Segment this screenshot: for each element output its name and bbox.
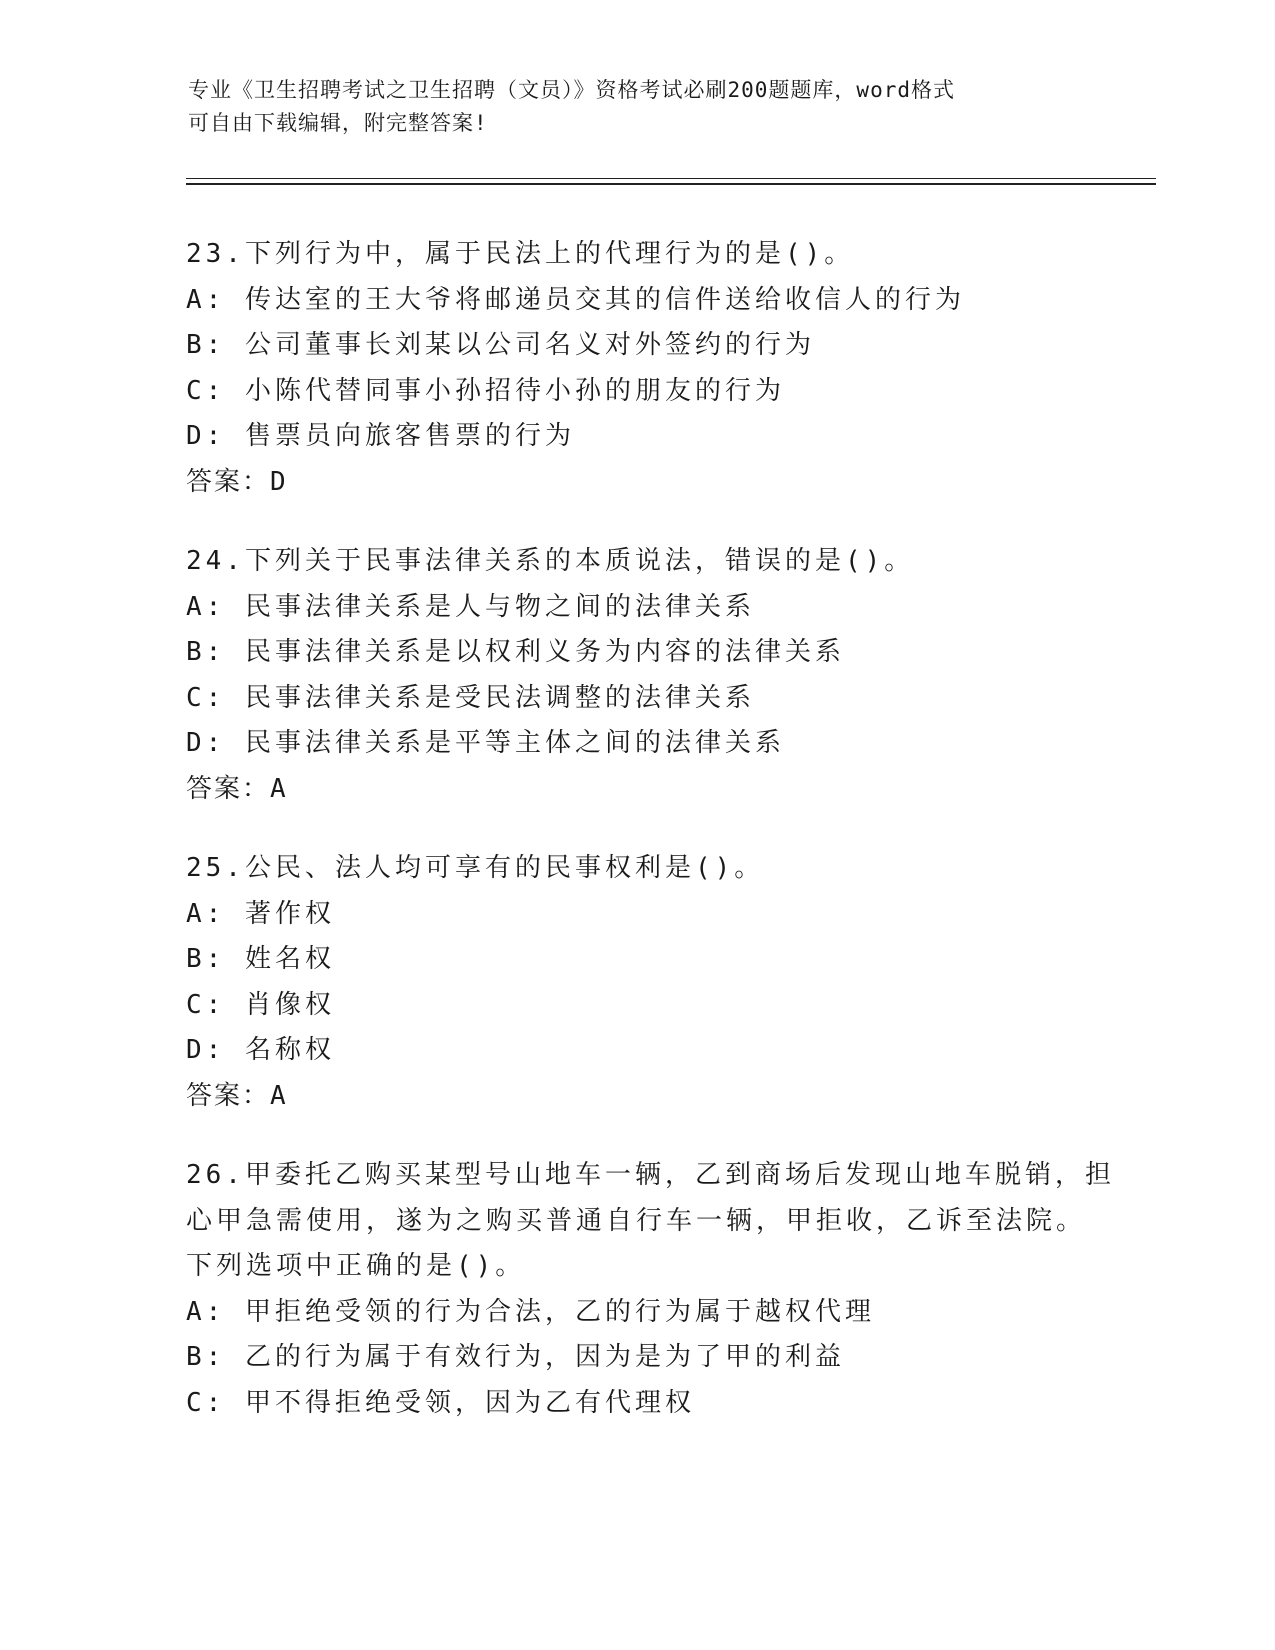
header-divider-thick <box>186 183 1156 185</box>
header-title-line-2: 可自由下载编辑，附完整答案! <box>188 111 488 135</box>
option-c: C: 甲不得拒绝受领，因为乙有代理权 <box>186 1387 695 1418</box>
header-title-line-1: 专业《卫生招聘考试之卫生招聘（文员）》资格考试必刷200题题库，word格式 <box>188 78 955 102</box>
answer-value: A <box>270 773 288 804</box>
question-list <box>186 232 1115 1460</box>
question-23 <box>186 232 1086 505</box>
answer-line <box>186 1074 1086 1120</box>
option-d: D: 民事法律关系是平等主体之间的法律关系 <box>186 728 785 758</box>
question-stem: 23.下列行为中，属于民法上的代理行为的是()。 <box>186 239 855 269</box>
question-26 <box>186 1153 1115 1426</box>
option-b: B: 乙的行为属于有效行为，因为是为了甲的利益 <box>186 1342 845 1372</box>
question-stem: 24.下列关于民事法律关系的本质说法，错误的是()。 <box>186 546 915 576</box>
answer-value: D <box>270 466 288 497</box>
answer-line <box>186 767 1086 813</box>
option-b: B: 姓名权 <box>186 944 335 974</box>
answer-line <box>186 460 1086 506</box>
option-c: C: 小陈代替同事小孙招待小孙的朋友的行为 <box>186 375 785 406</box>
option-c: C: 肖像权 <box>186 989 335 1020</box>
option-a: A: 民事法律关系是人与物之间的法律关系 <box>186 591 755 622</box>
option-a: A: 著作权 <box>186 898 335 929</box>
question-stem-line-1: 26.甲委托乙购买某型号山地车一辆，乙到商场后发现山地车脱销，担 <box>186 1160 1115 1190</box>
answer-label: 答案： <box>186 1080 271 1111</box>
option-b: B: 公司董事长刘某以公司名义对外签约的行为 <box>186 330 815 360</box>
question-stem-line-2: 心甲急需使用，遂为之购买普通自行车一辆，甲拒收，乙诉至法院。 <box>186 1205 1087 1236</box>
question-stem-line-3: 下列选项中正确的是()。 <box>186 1251 526 1281</box>
option-b: B: 民事法律关系是以权利义务为内容的法律关系 <box>186 637 845 667</box>
question-25 <box>186 846 1086 1119</box>
option-d: D: 名称权 <box>186 1035 335 1065</box>
question-stem: 25.公民、法人均可享有的民事权利是()。 <box>186 853 765 883</box>
answer-label: 答案： <box>186 466 271 497</box>
option-a: A: 传达室的王大爷将邮递员交其的信件送给收信人的行为 <box>186 284 965 315</box>
header-divider-thin <box>186 178 1156 179</box>
answer-label: 答案： <box>186 773 271 804</box>
question-24 <box>186 539 1086 812</box>
option-a: A: 甲拒绝受领的行为合法，乙的行为属于越权代理 <box>186 1296 875 1327</box>
answer-value: A <box>270 1080 288 1111</box>
option-c: C: 民事法律关系是受民法调整的法律关系 <box>186 682 755 713</box>
document-header <box>188 74 1088 140</box>
option-d: D: 售票员向旅客售票的行为 <box>186 421 575 451</box>
